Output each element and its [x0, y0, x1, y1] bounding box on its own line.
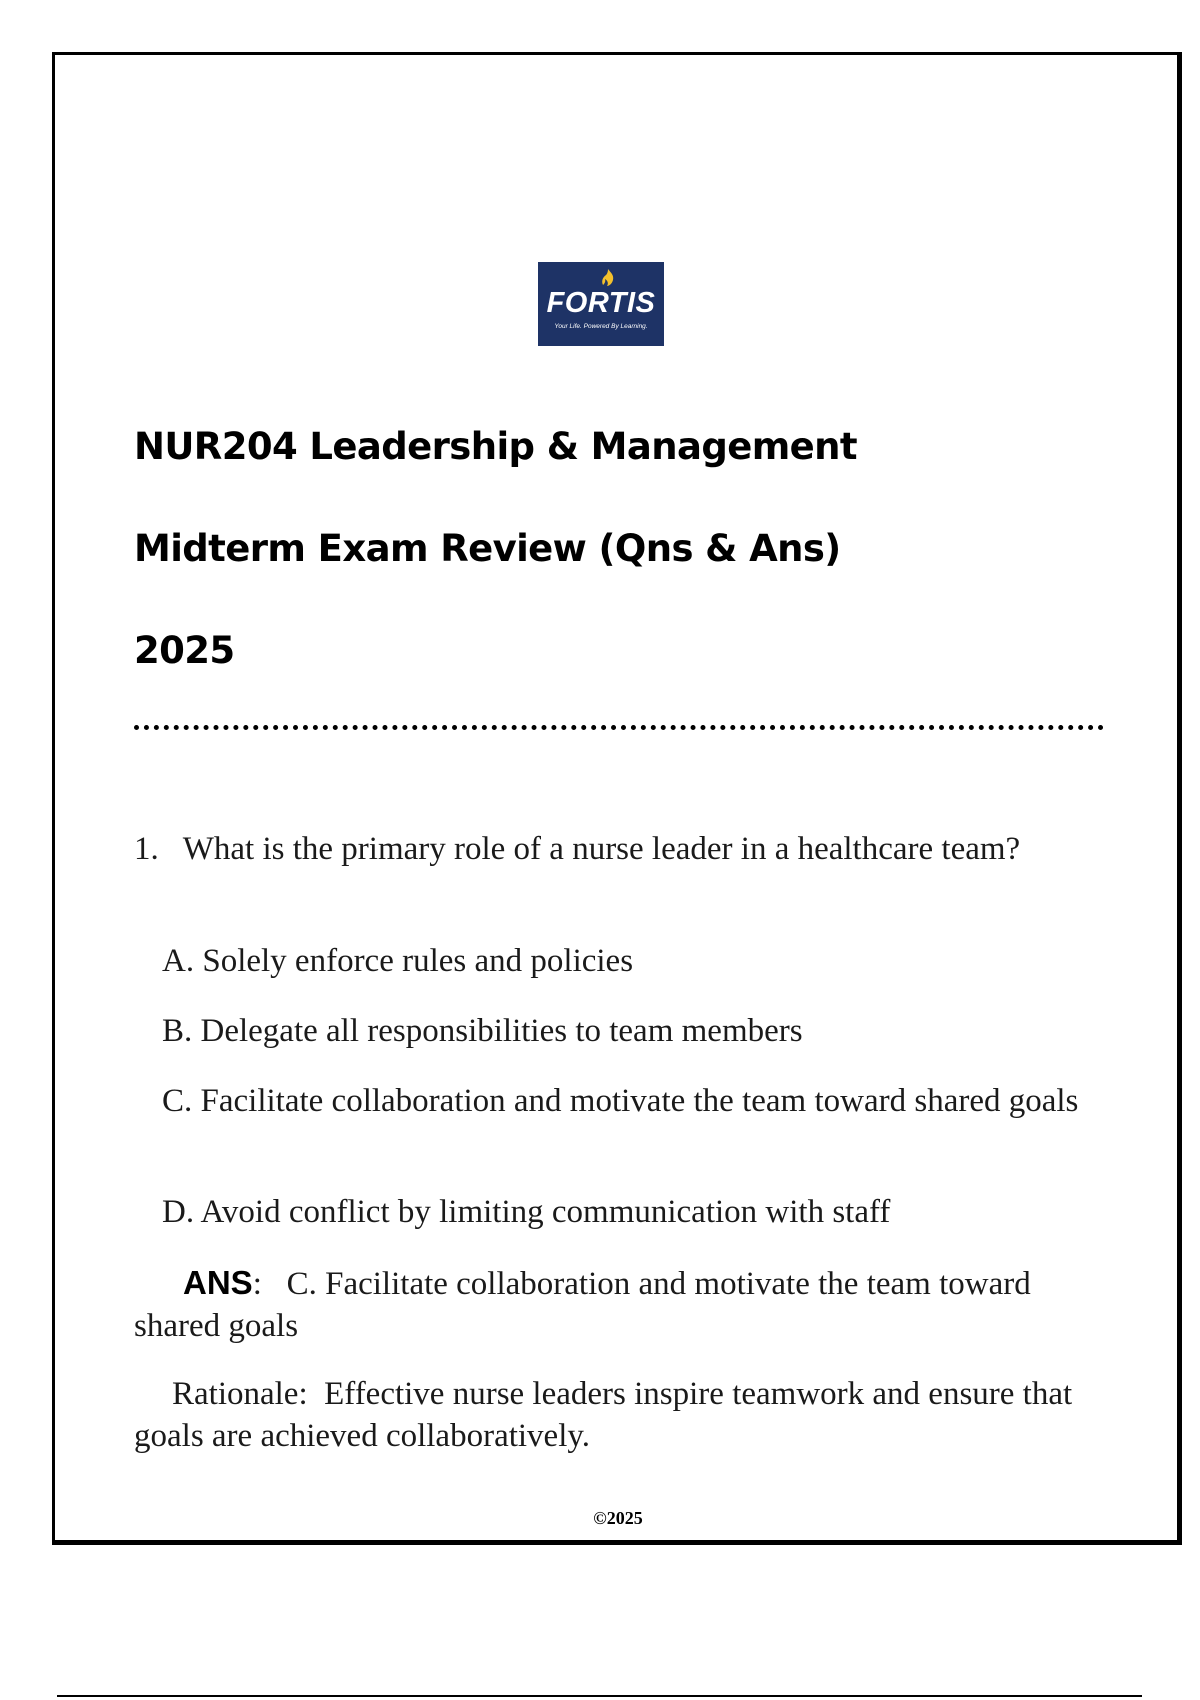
fortis-logo: [538, 262, 664, 346]
logo-wordmark: FORTIS: [546, 286, 656, 319]
option-text: Delegate all responsibilities to team members: [200, 1013, 803, 1049]
option-letter: A.: [162, 943, 195, 979]
rationale-text: Effective nurse leaders inspire teamwork and ensure that goals are achieved collaboratively.: [134, 1376, 1073, 1454]
answer-label: ANS: [183, 1264, 253, 1301]
bottom-rule: [57, 1695, 1142, 1697]
logo-tagline: Your Life. Powered By Learning.: [554, 322, 648, 330]
title-year: 2025: [134, 629, 235, 672]
title-course: NUR204 Leadership & Management: [134, 425, 857, 468]
title-exam: Midterm Exam Review (Qns & Ans): [134, 527, 841, 570]
option-letter: B.: [162, 1013, 193, 1049]
option-text: Facilitate collaboration and motivate the team toward shared goals: [200, 1083, 1079, 1119]
option-text: Solely enforce rules and policies: [202, 943, 634, 979]
option-text: Avoid conflict by limiting communication with staff: [200, 1194, 891, 1230]
option-letter: C.: [162, 1083, 193, 1119]
answer-block: ANS: C. Facilitate collaboration and motivate the team toward shared goals: [134, 1264, 1031, 1344]
dotted-divider: [134, 725, 1104, 730]
answer-text: C. Facilitate collaboration and motivate the team toward shared goals: [134, 1266, 1031, 1344]
option-c: [134, 1080, 1114, 1122]
option-a: [134, 940, 1114, 982]
rationale-label: Rationale:: [172, 1376, 308, 1412]
option-d: [134, 1191, 1114, 1233]
option-b: [134, 1010, 1114, 1052]
footer-copyright: ©2025: [593, 1508, 643, 1528]
question-number: 1.: [134, 831, 159, 867]
question-text: What is the primary role of a nurse leader in a healthcare team?: [182, 831, 1021, 867]
rationale-block: [134, 1373, 1114, 1457]
question-stem: [134, 828, 1114, 870]
option-letter: D.: [162, 1194, 195, 1230]
flame-icon: [598, 268, 618, 288]
